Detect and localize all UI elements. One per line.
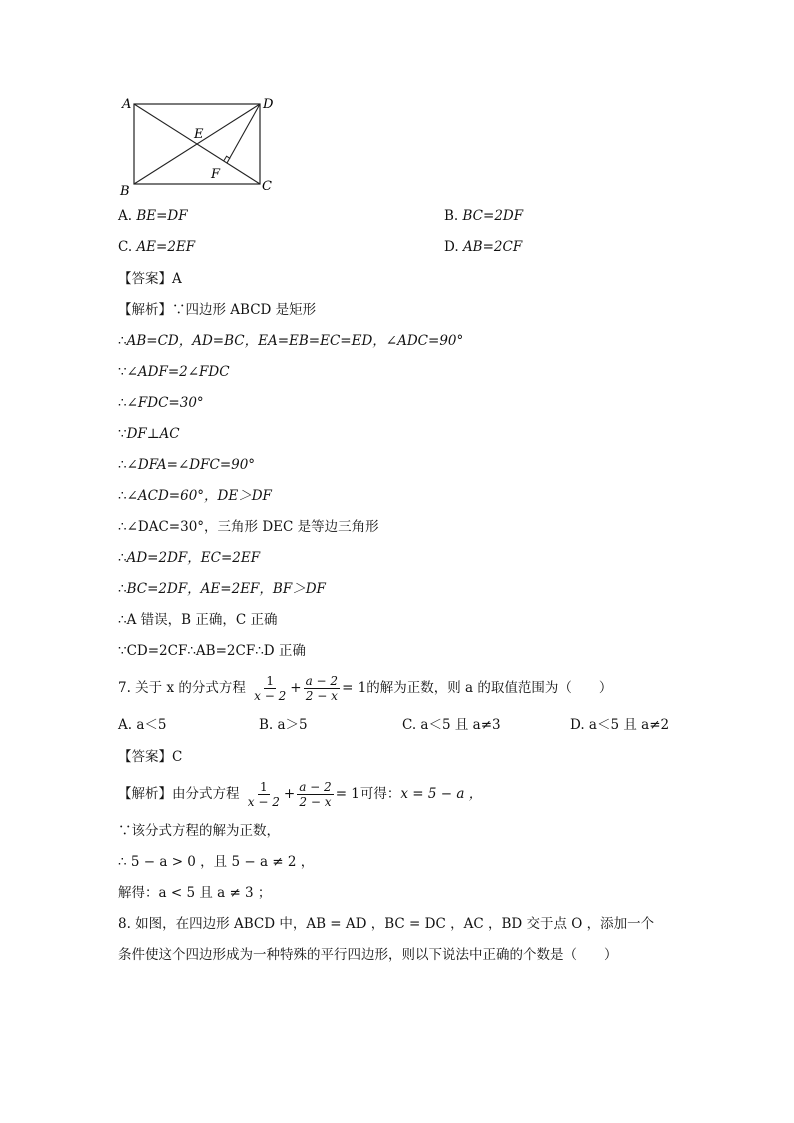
q6-option-a: A. BE=DF — [118, 208, 188, 224]
q7-analysis-line-1: ∵该分式方程的解为正数， — [118, 823, 280, 839]
label-a: A — [122, 97, 132, 112]
label-d: D — [263, 97, 274, 112]
q7-option-c: C. a＜5 且 a≠3 — [402, 717, 501, 733]
q6-option-d: D. AB=2CF — [444, 239, 523, 255]
q7-option-d: D. a＜5 且 a≠2 — [570, 717, 670, 733]
q8-stem-line-2: 条件使这个四边形成为一种特殊的平行四边形，则以下说法中正确的个数是（ ） — [118, 947, 618, 963]
q6-analysis-step-5: ∵DF⊥AC — [118, 426, 180, 442]
rectangle-figure — [110, 92, 290, 202]
q7-analysis-line-3: 解得：a < 5 且 a ≠ 3 ； — [118, 885, 272, 901]
q6-analysis-step-8: ∴∠DAC=30°，三角形 DEC 是等边三角形 — [118, 519, 379, 535]
q7-analysis-line-2: ∴ 5 − a > 0 ，且 5 − a ≠ 2 ， — [118, 854, 315, 870]
q6-analysis-step-10: ∴BC=2DF，AE=2EF，BF＞DF — [118, 581, 326, 597]
q6-answer: 【答案】A — [118, 271, 182, 287]
label-e: E — [194, 127, 204, 142]
q7-analysis: 【解析】由分式方程 $\frac{1}{x - 2}$ + $\frac{a - 2}{2 - x}$ = 1可得：x = 5 − a ， — [118, 780, 483, 809]
q8-stem-line-1: 8. 如图，在四边形 ABCD 中，AB = AD ，BC = DC ，AC ，BD 交于点 O ，添加一个 — [118, 916, 655, 932]
q7-option-a: A. a＜5 — [118, 717, 167, 733]
label-c: C — [262, 179, 272, 194]
q6-analysis-step-2: ∴AB=CD，AD=BC，EA=EB=EC=ED，∠ADC=90° — [118, 333, 464, 349]
q7-answer: 【答案】C — [118, 749, 183, 765]
q6-analysis-step-11: ∴A 错误，B 正确，C 正确 — [118, 612, 278, 628]
q6-option-c: C. AE=2EF — [118, 239, 196, 255]
q6-analysis-step-9: ∴AD=2DF，EC=2EF — [118, 550, 261, 566]
label-b: B — [120, 184, 130, 199]
label-f: F — [211, 167, 221, 182]
q7-fraction-2: $\frac{a - 2}{2 - x}$ — [305, 674, 339, 703]
q6-analysis-step-12: ∵CD=2CF∴AB=2CF∴D 正确 — [118, 643, 306, 659]
q6-analysis-step-1: 【解析】∵四边形 ABCD 是矩形 — [118, 302, 317, 318]
segment-df — [227, 104, 260, 163]
q6-analysis-step-4: ∴∠FDC=30° — [118, 395, 204, 411]
q7-stem: 7. 关于 x 的分式方程 $\frac{1}{x - 2}$ + $\frac{a - 2}{2 - x}$ = 1的解为正数，则 a 的取值范围为（ ） — [118, 674, 613, 703]
q6-analysis-step-7: ∴∠ACD=60°，DE＞DF — [118, 488, 272, 504]
q7-fraction-1: $\frac{1}{x - 2}$ — [254, 674, 287, 703]
q6-option-b: B. BC=2DF — [444, 208, 524, 224]
q7-analysis-fraction-2: $\frac{a - 2}{2 - x}$ — [299, 780, 332, 809]
q7-analysis-fraction-1: $\frac{1}{x - 2}$ — [247, 780, 280, 809]
q6-analysis-step-6: ∴∠DFA=∠DFC=90° — [118, 457, 256, 473]
q7-option-b: B. a＞5 — [259, 717, 308, 733]
q6-analysis-step-3: ∵∠ADF=2∠FDC — [118, 364, 230, 380]
rectangle-diagram — [110, 92, 290, 202]
